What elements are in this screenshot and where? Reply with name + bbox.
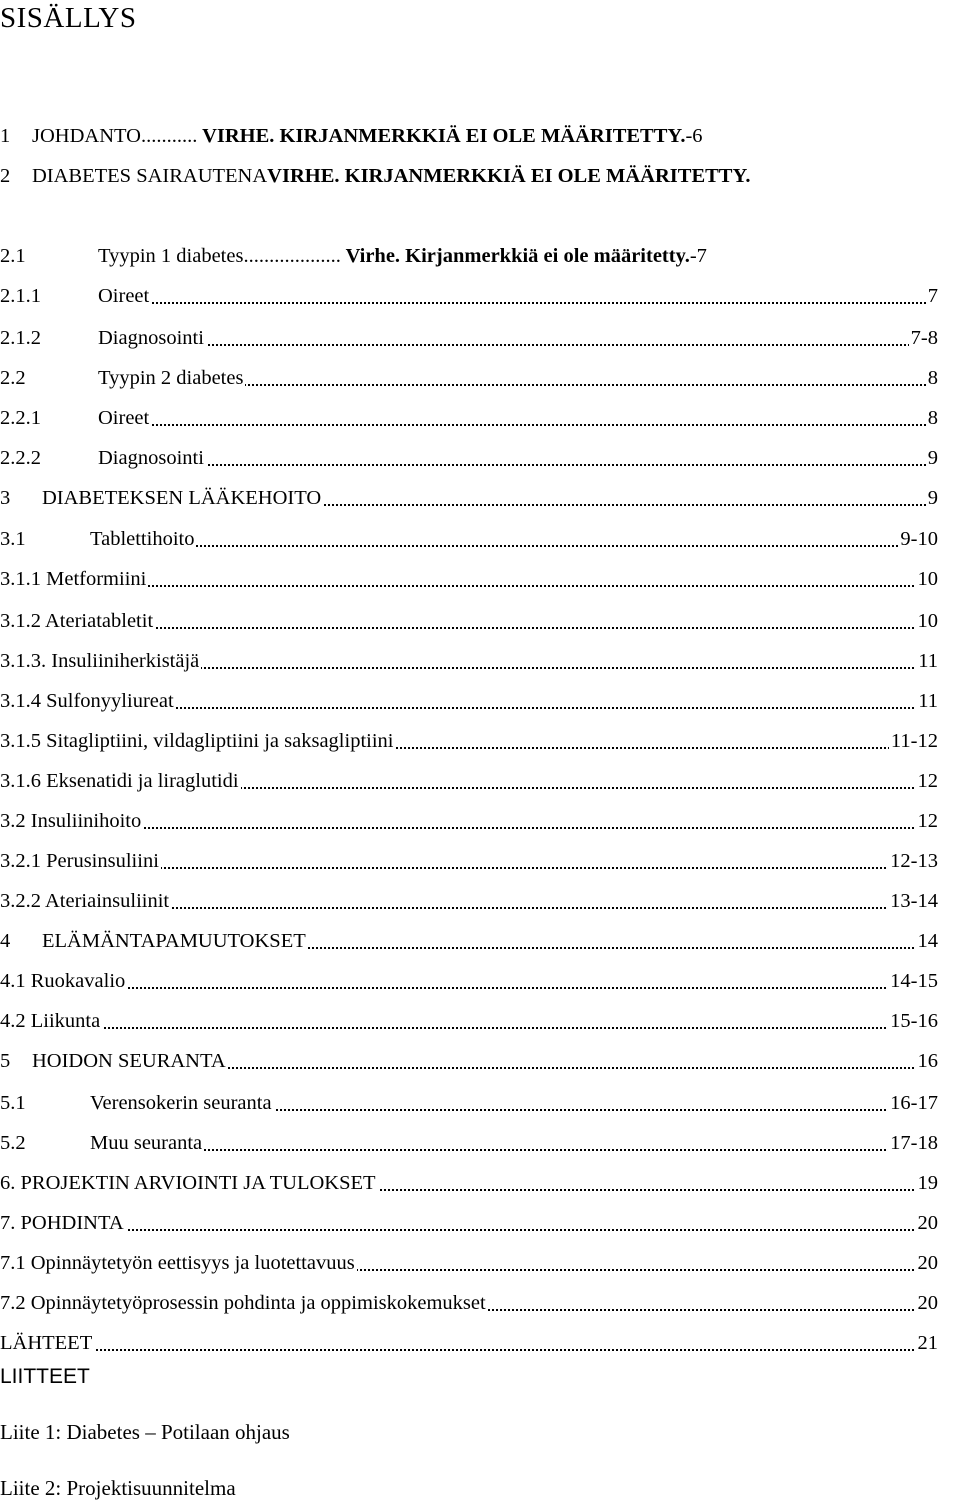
toc-entry-page: 12 — [916, 767, 939, 795]
toc-entry-page: 19 — [916, 1169, 939, 1197]
toc-entry-text: 4.1 Ruokavalio — [0, 970, 126, 992]
toc-entry-label — [0, 1129, 204, 1157]
toc-entry-number: 1 — [0, 125, 11, 147]
toc-entry-label — [0, 1007, 102, 1035]
toc-entry-page: 9-10 — [898, 525, 938, 553]
toc-entry-label — [0, 444, 206, 472]
toc-entry-text: 7.2 Opinnäytetyöprosessin pohdinta ja oppimiskokemukset — [0, 1292, 486, 1314]
toc-entry-text: 4.2 Liikunta — [0, 1010, 101, 1032]
toc-entry-page: 14 — [916, 927, 939, 955]
toc-entry-label — [0, 1289, 488, 1317]
toc-entry-number: 3 — [0, 487, 11, 509]
toc-entry-text: 7.1 Opinnäytetyön eettisyys ja luotettavuus — [0, 1252, 355, 1274]
toc-entry-page: 11 — [916, 687, 938, 715]
toc-entry-page: 15-16 — [888, 1007, 938, 1035]
toc-entry[interactable] — [0, 687, 938, 715]
toc-entry-label — [0, 324, 206, 352]
toc-entry[interactable] — [0, 444, 938, 472]
toc-entry-label — [0, 927, 308, 955]
toc-entry-page: 9 — [926, 484, 938, 512]
toc-entry-text: ELÄMÄNTAPAMUUTOKSET — [42, 930, 306, 952]
toc-entry-page: 16 — [916, 1047, 939, 1075]
toc-entry[interactable] — [0, 484, 938, 512]
toc-entry[interactable] — [0, 767, 938, 795]
toc-entry-page: 20 — [916, 1249, 939, 1277]
toc-entry-number: 2.1.1 — [0, 285, 41, 307]
toc-entry-number: 4 — [0, 930, 11, 952]
toc-entry-number: 2.2 — [0, 367, 26, 389]
dot-leader — [0, 1229, 938, 1231]
toc-entry-text: Tablettihoito — [90, 528, 195, 550]
toc-entry-page: -6 — [685, 125, 703, 147]
toc-entry[interactable] — [0, 162, 938, 190]
toc-entry[interactable] — [0, 1047, 938, 1075]
toc-entry-text: 3.1.5 Sitagliptiini, vildagliptiini ja saksagliptiini — [0, 730, 394, 752]
toc-entry-page: 13-14 — [888, 887, 938, 915]
toc-entry-label — [0, 162, 753, 190]
dot-leader: ........... — [140, 125, 198, 147]
toc-entry-text: Tyypin 2 diabetes — [98, 367, 244, 389]
toc-entry-label — [0, 967, 127, 995]
bookmark-error-text: VIRHE. KIRJANMERKKIÄ EI OLE MÄÄRITETTY. — [267, 165, 751, 187]
toc-entry[interactable] — [0, 727, 938, 755]
toc-entry-number: 2.2.1 — [0, 407, 41, 429]
toc-entry-text: Muu seuranta — [90, 1132, 203, 1154]
toc-entry[interactable] — [0, 607, 938, 635]
toc-entry-label — [0, 1329, 94, 1357]
toc-entry-label — [0, 1209, 126, 1237]
toc-entry-page: 8 — [926, 364, 938, 392]
toc-entry-page: 20 — [916, 1289, 939, 1317]
toc-title: SISÄLLYS — [0, 2, 137, 34]
toc-entry-page: -7 — [689, 245, 707, 267]
dot-leader — [0, 1027, 938, 1029]
toc-entry-page: 12 — [916, 807, 939, 835]
toc-entry-text: DIABETEKSEN LÄÄKEHOITO — [42, 487, 322, 509]
toc-entry-label — [0, 767, 241, 795]
toc-entry[interactable] — [0, 807, 938, 835]
toc-entry-label — [0, 404, 151, 432]
toc-entry-text: Verensokerin seuranta — [90, 1092, 272, 1114]
appendix-item-2: Liite 2: Projektisuunnitelma — [0, 1476, 236, 1500]
toc-entry-text: LÄHTEET — [0, 1332, 93, 1354]
toc-entry[interactable] — [0, 1129, 938, 1157]
toc-entry[interactable] — [0, 647, 938, 675]
toc-entry-text: 3.2 Insuliinihoito — [0, 810, 142, 832]
toc-entry[interactable] — [0, 927, 938, 955]
dot-leader — [0, 987, 938, 989]
toc-entry-text: 3.1.1 Metformiini — [0, 568, 147, 590]
toc-entry[interactable] — [0, 242, 938, 270]
toc-entry-number: 5.1 — [0, 1092, 26, 1114]
toc-entry-label — [0, 807, 143, 835]
toc-entry[interactable] — [0, 1089, 938, 1117]
toc-entry[interactable] — [0, 565, 938, 593]
toc-entry-label — [0, 484, 323, 512]
toc-entry-label — [0, 282, 151, 310]
toc-entry-label — [0, 1169, 378, 1197]
toc-entry-page: 11-12 — [889, 727, 938, 755]
toc-entry-text: 3.1.4 Sulfonyyliureat — [0, 690, 174, 712]
toc-entry[interactable] — [0, 1169, 938, 1197]
toc-entry-number: 5 — [0, 1050, 11, 1072]
toc-entry-text: 3.1.2 Ateriatabletit — [0, 610, 154, 632]
toc-entry-number: 2.2.2 — [0, 447, 41, 469]
toc-entry-page: 10 — [916, 607, 939, 635]
toc-entry[interactable] — [0, 364, 938, 392]
toc-entry[interactable] — [0, 967, 938, 995]
toc-entry-text: 7. POHDINTA — [0, 1212, 124, 1234]
dot-leader — [0, 1349, 938, 1351]
toc-entry-text: 3.2.2 Ateriainsuliinit — [0, 890, 170, 912]
toc-entry-page: 10 — [916, 565, 939, 593]
toc-entry[interactable] — [0, 122, 938, 150]
toc-entry-page: 12-13 — [888, 847, 938, 875]
toc-entry-page: 17-18 — [888, 1129, 938, 1157]
toc-entry[interactable] — [0, 404, 938, 432]
toc-entry-label — [0, 887, 171, 915]
toc-entry[interactable] — [0, 525, 938, 553]
toc-entry-label — [0, 687, 176, 715]
toc-entry-text: Oireet — [98, 285, 150, 307]
appendix-heading: LIITTEET — [0, 1365, 90, 1388]
toc-entry[interactable] — [0, 1289, 938, 1317]
toc-entry-text: JOHDANTO — [32, 125, 141, 147]
toc-entry-text: DIABETES SAIRAUTENA — [32, 165, 268, 187]
toc-entry-page: 21 — [916, 1329, 939, 1357]
toc-entry[interactable] — [0, 1329, 938, 1357]
toc-entry-page: 9 — [926, 444, 938, 472]
toc-entry[interactable] — [0, 324, 938, 352]
toc-entry-page: 7 — [926, 282, 938, 310]
toc-entry[interactable] — [0, 1209, 938, 1237]
appendix-item-1: Liite 1: Diabetes – Potilaan ohjaus — [0, 1420, 290, 1444]
toc-entry-label — [0, 607, 155, 635]
toc-entry-text: 3.1.3. Insuliiniherkistäjä — [0, 650, 200, 672]
toc-entry-number: 2.1.2 — [0, 327, 41, 349]
toc-entry-page: 16-17 — [888, 1089, 938, 1117]
toc-entry[interactable] — [0, 847, 938, 875]
bookmark-error-text: VIRHE. KIRJANMERKKIÄ EI OLE MÄÄRITETTY. — [197, 125, 686, 147]
toc-entry-label — [0, 1089, 274, 1117]
toc-entry-label — [0, 647, 201, 675]
toc-entry-label — [0, 727, 395, 755]
toc-entry-page: 8 — [926, 404, 938, 432]
toc-entry-text: Tyypin 1 diabetes — [98, 245, 244, 267]
toc-entry-text: 3.1.6 Eksenatidi ja liraglutidi — [0, 770, 239, 792]
toc-entry-label — [0, 1047, 228, 1075]
toc-entry-label — [0, 847, 161, 875]
toc-entry-label — [0, 242, 709, 270]
toc-entry-label — [0, 122, 705, 150]
toc-entry-label — [0, 565, 148, 593]
toc-entry[interactable] — [0, 887, 938, 915]
toc-entry-text: 3.2.1 Perusinsuliini — [0, 850, 159, 872]
toc-entry-label — [0, 364, 245, 392]
toc-entry[interactable] — [0, 1007, 938, 1035]
toc-entry-text: Diagnosointi — [98, 327, 204, 349]
toc-entry-text: Diagnosointi — [98, 447, 204, 469]
toc-entry[interactable] — [0, 1249, 938, 1277]
toc-entry-text: HOIDON SEURANTA — [32, 1050, 226, 1072]
toc-entry-label — [0, 525, 196, 553]
toc-entry-page: 11 — [916, 647, 938, 675]
toc-entry-page: 14-15 — [888, 967, 938, 995]
bookmark-error-text: Virhe. Kirjanmerkkiä ei ole määritetty. — [340, 245, 690, 267]
toc-entry-text: Oireet — [98, 407, 150, 429]
toc-entry-number: 5.2 — [0, 1132, 26, 1154]
toc-entry-page: 20 — [916, 1209, 939, 1237]
toc-entry-page: 7-8 — [909, 324, 938, 352]
dot-leader: ................... — [243, 245, 341, 267]
toc-entry-number: 2 — [0, 165, 11, 187]
toc-entry-text: 6. PROJEKTIN ARVIOINTI JA TULOKSET — [0, 1172, 376, 1194]
toc-entry-number: 3.1 — [0, 528, 26, 550]
toc-entry-number: 2.1 — [0, 245, 26, 267]
toc-entry[interactable] — [0, 282, 938, 310]
toc-entry-label — [0, 1249, 357, 1277]
